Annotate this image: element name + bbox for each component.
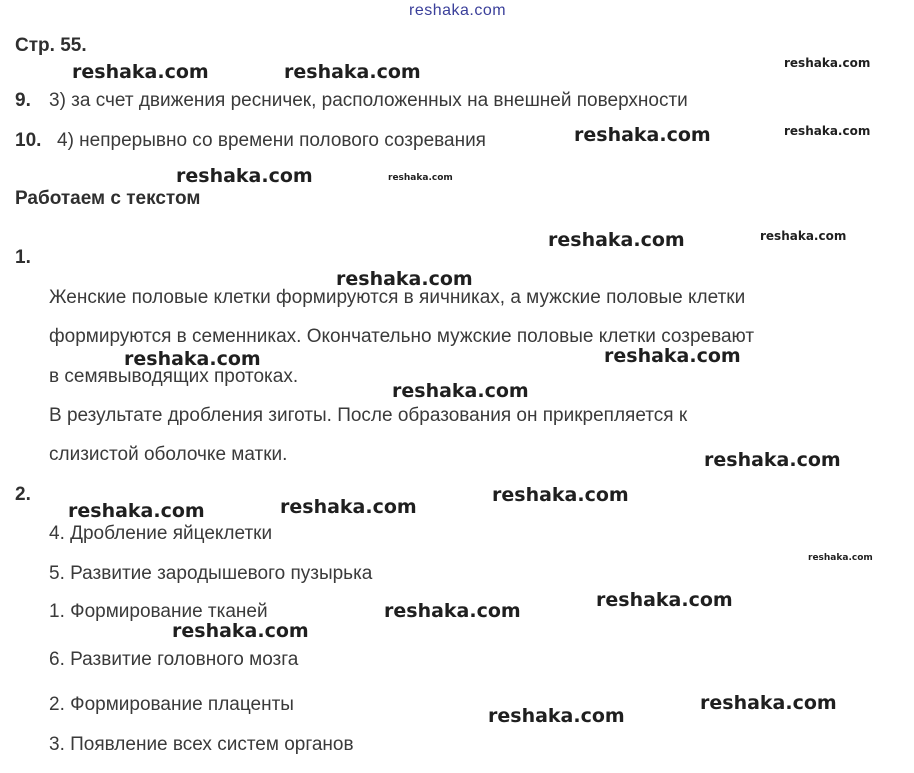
- task-1-line: формируются в семенниках. Окончательно мужские половые клетки созревают: [49, 326, 755, 347]
- task-1-number: 1.: [15, 247, 31, 268]
- watermark: reshaka.com: [72, 61, 209, 83]
- site-header-link[interactable]: reshaka.com: [409, 2, 507, 19]
- watermark: reshaka.com: [280, 496, 417, 518]
- watermark: reshaka.com: [704, 449, 841, 471]
- question-number-9: 9.: [15, 90, 31, 111]
- task-1-line: слизистой оболочке матки.: [49, 444, 288, 465]
- watermark: reshaka.com: [172, 620, 309, 642]
- watermark: reshaka.com: [596, 589, 733, 611]
- task-2-number: 2.: [15, 484, 31, 505]
- watermark: reshaka.com: [808, 553, 873, 563]
- watermark: reshaka.com: [492, 484, 629, 506]
- watermark: reshaka.com: [760, 229, 847, 243]
- watermark: reshaka.com: [176, 165, 313, 187]
- watermark: reshaka.com: [784, 56, 871, 70]
- watermark: reshaka.com: [392, 380, 529, 402]
- task-2-list-item: 3. Появление всех систем органов: [49, 734, 354, 755]
- watermark: reshaka.com: [68, 500, 205, 522]
- answer-9-text: 3) за счет движения ресничек, расположенных на внешней поверхности: [49, 90, 688, 111]
- task-2-list-item: 4. Дробление яйцеклетки: [49, 523, 273, 544]
- watermark: reshaka.com: [388, 173, 453, 183]
- task-1-line: В результате дробления зиготы. После образования он прикрепляется к: [49, 405, 688, 426]
- task-1-line: в семявыводящих протоках.: [49, 366, 299, 387]
- watermark: reshaka.com: [784, 124, 871, 138]
- page-reference: Стр. 55.: [15, 35, 87, 56]
- watermark: reshaka.com: [284, 61, 421, 83]
- task-1-line: Женские половые клетки формируются в яичниках, а мужские половые клетки: [49, 287, 746, 308]
- watermark: reshaka.com: [336, 268, 473, 290]
- task-2-list-item: 6. Развитие головного мозга: [49, 649, 299, 670]
- watermark: reshaka.com: [124, 348, 261, 370]
- watermark: reshaka.com: [548, 229, 685, 251]
- watermark: reshaka.com: [574, 124, 711, 146]
- question-number-10: 10.: [15, 130, 42, 151]
- watermark: reshaka.com: [384, 600, 521, 622]
- watermark: reshaka.com: [488, 705, 625, 727]
- task-2-list-item: 2. Формирование плаценты: [49, 694, 294, 715]
- answer-10-text: 4) непрерывно со времени полового созревания: [57, 130, 486, 151]
- task-2-list-item: 1. Формирование тканей: [49, 601, 268, 622]
- watermark: reshaka.com: [700, 692, 837, 714]
- task-2-list-item: 5. Развитие зародышевого пузырька: [49, 563, 373, 584]
- watermark: reshaka.com: [604, 345, 741, 367]
- section-title: Работаем с текстом: [15, 188, 201, 209]
